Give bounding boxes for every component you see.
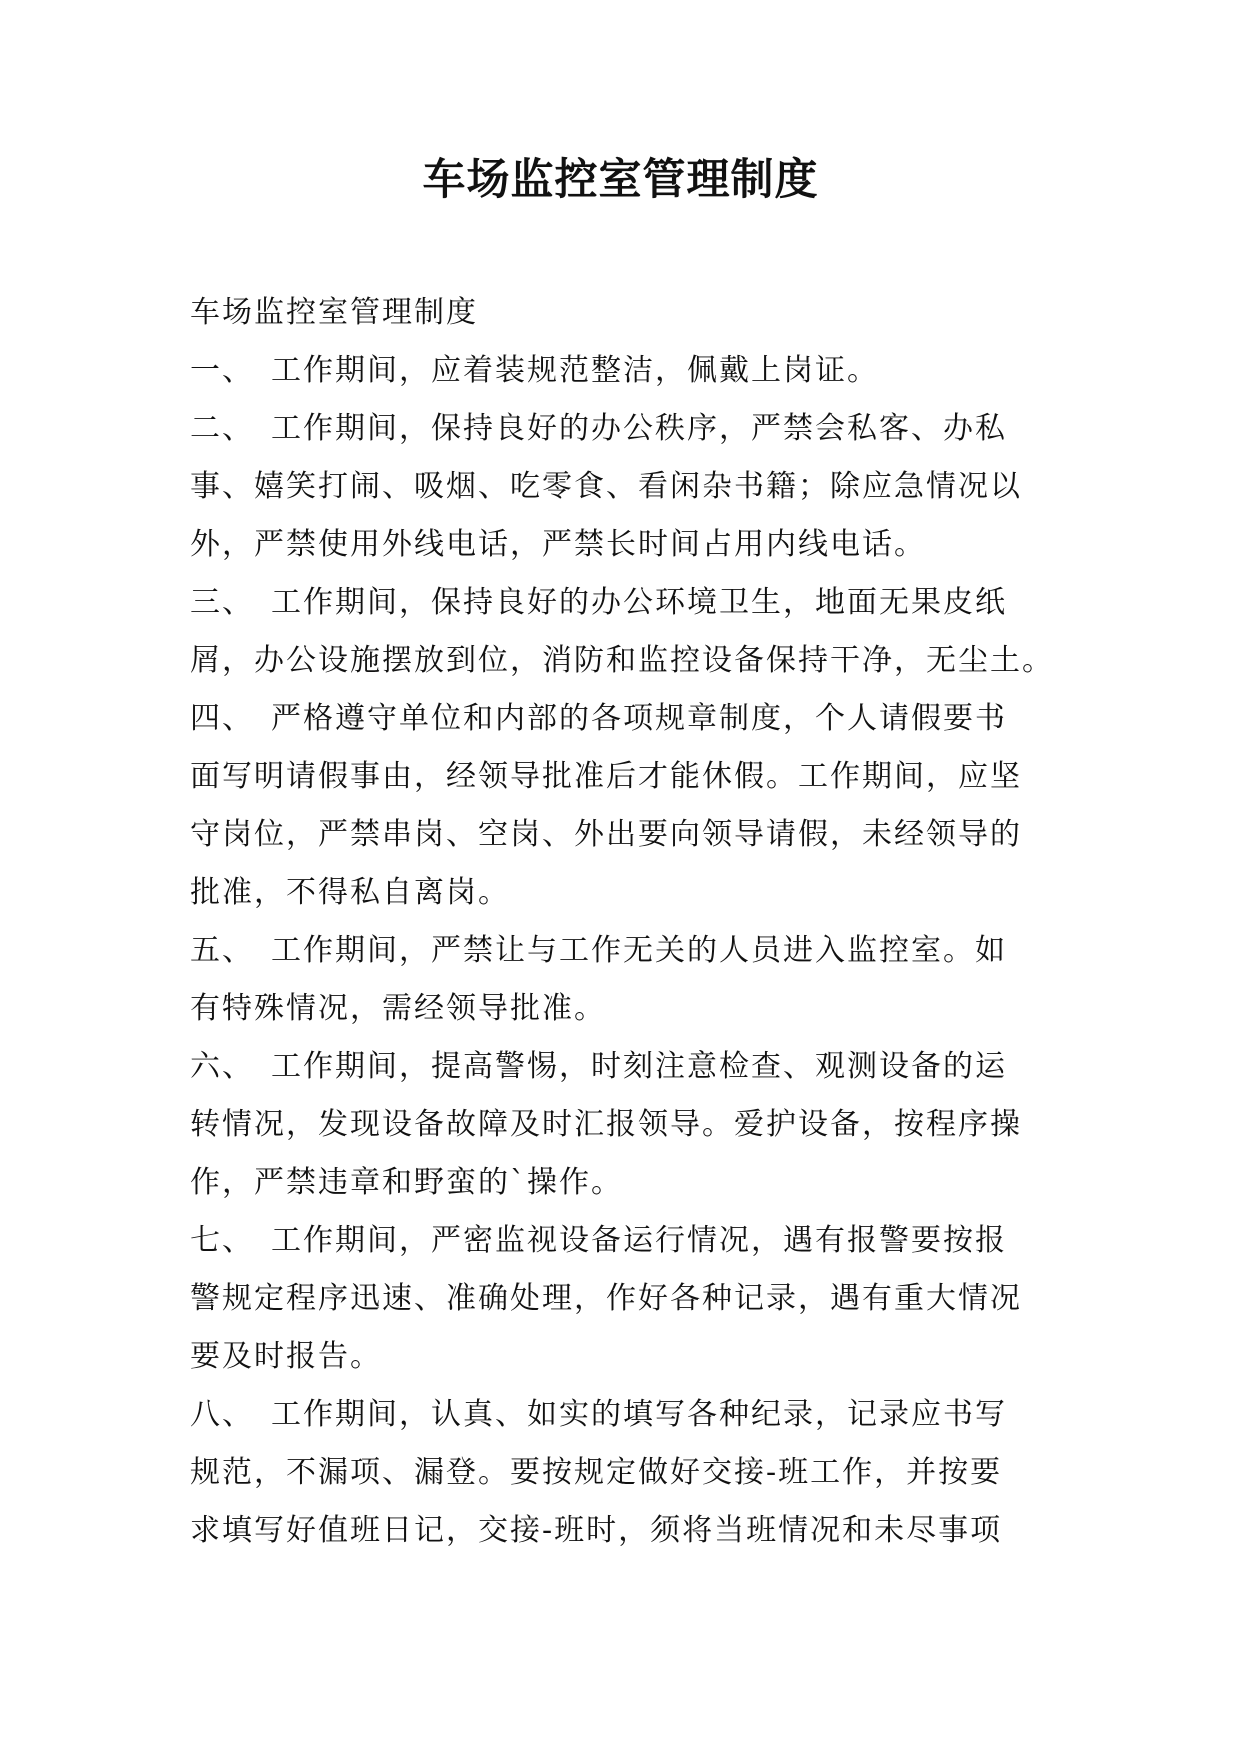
body-line: 有特殊情况，需经领导批准。 — [190, 991, 606, 1026]
body-line: 作，严禁违章和野蛮的`操作。 — [190, 1165, 623, 1200]
body-line: 规范，不漏项、漏登。要按规定做好交接-班工作，并按要 — [190, 1455, 1003, 1490]
document-title: 车场监控室管理制度 — [422, 155, 819, 205]
body-line: 转情况，发现设备故障及时汇报领导。爱护设备，按程序操 — [190, 1107, 1022, 1142]
body-line: 要及时报告。 — [190, 1339, 382, 1374]
body-line: 四、 严格遵守单位和内部的各项规章制度，个人请假要书 — [190, 701, 1007, 736]
body-line: 批准，不得私自离岗。 — [190, 875, 510, 910]
body-line: 事、嬉笑打闹、吸烟、吃零食、看闲杂书籍；除应急情况以 — [190, 469, 1022, 504]
body-line: 面写明请假事由，经领导批准后才能休假。工作期间，应坚 — [190, 759, 1022, 794]
body-line: 三、 工作期间，保持良好的办公环境卫生，地面无果皮纸 — [190, 585, 1007, 620]
body-line: 五、 工作期间，严禁让与工作无关的人员进入监控室。如 — [190, 933, 1007, 968]
body-line: 外，严禁使用外线电话，严禁长时间占用内线电话。 — [190, 527, 926, 562]
body-line: 六、 工作期间，提高警惕，时刻注意检查、观测设备的运 — [190, 1049, 1007, 1084]
body-line: 车场监控室管理制度 — [190, 295, 478, 330]
body-line: 求填写好值班日记，交接-班时，须将当班情况和未尽事项 — [190, 1513, 1003, 1548]
body-line: 屑，办公设施摆放到位，消防和监控设备保持干净，无尘土。 — [190, 643, 1054, 678]
body-line: 守岗位，严禁串岗、空岗、外出要向领导请假，未经领导的 — [190, 817, 1022, 852]
body-line: 警规定程序迅速、准确处理，作好各种记录，遇有重大情况 — [190, 1281, 1022, 1316]
body-line: 七、 工作期间，严密监视设备运行情况，遇有报警要按报 — [190, 1223, 1007, 1258]
document-body — [190, 284, 1052, 1560]
body-line: 一、 工作期间，应着装规范整洁，佩戴上岗证。 — [190, 353, 879, 388]
body-line: 二、 工作期间，保持良好的办公秩序，严禁会私客、办私 — [190, 411, 1007, 446]
body-line: 八、 工作期间，认真、如实的填写各种纪录，记录应书写 — [190, 1397, 1007, 1432]
